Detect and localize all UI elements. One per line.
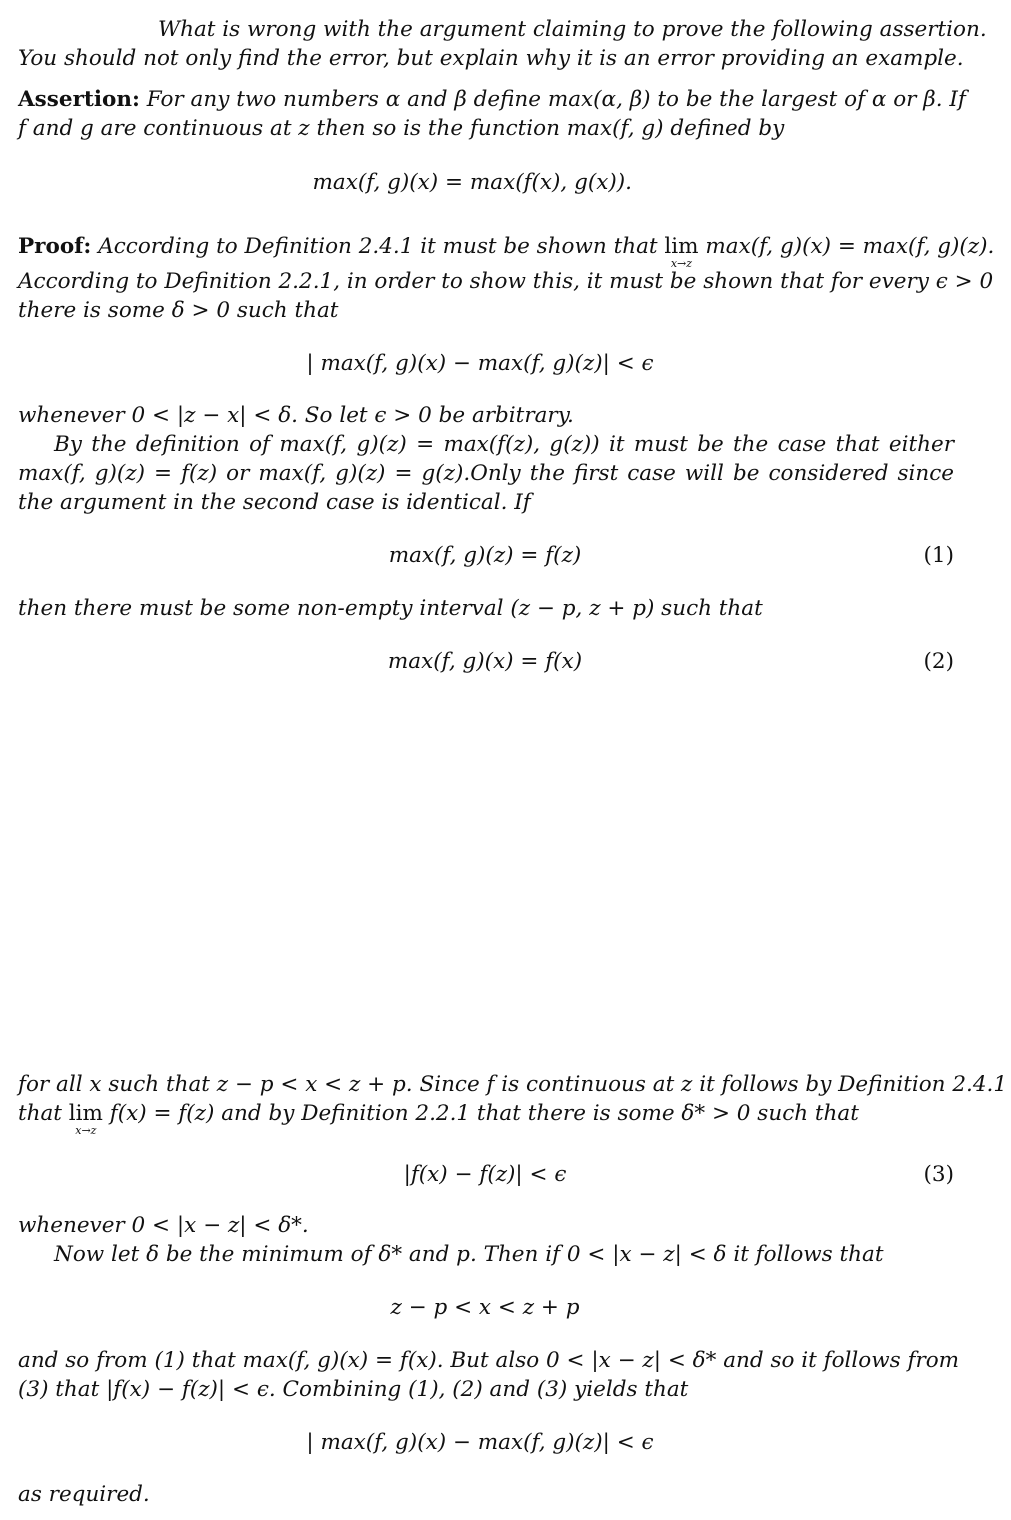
minimum-line: Now let δ be the minimum of δ* and p. Then if 0 < |x − z| < δ it follows that: [54, 1242, 884, 1267]
forall-line-2-pre: that: [18, 1101, 62, 1126]
final-inequality: | max(f, g)(x) − max(f, g)(z)| < ϵ: [306, 1430, 654, 1455]
assertion-equation: max(f, g)(x) = max(f(x), g(x)).: [312, 170, 632, 195]
interval-inequality: z − p < x < z + p: [390, 1295, 580, 1320]
closing-line: as required.: [18, 1482, 150, 1507]
conclusion-line-1: and so from (1) that max(f, g)(x) = f(x). But also 0 < |x − z| < δ* and so it follows from: [18, 1348, 960, 1373]
forall-line-1: for all x such that z − p < x < z + p. Since f is continuous at z it follows by Definition 2.4.1: [18, 1072, 1008, 1097]
equation-2-number: (2): [923, 649, 954, 674]
limit-text: lim: [664, 234, 699, 259]
definition-line-2: max(f, g)(z) = f(z) or max(f, g)(z) = g(z).Only the first case will be considered since: [18, 461, 954, 486]
assertion-label: Assertion:: [18, 87, 140, 112]
assertion-line-1: [18, 87, 966, 112]
proof-line-2: According to Definition 2.2.1, in order to show this, it must be shown that for every ϵ > 0: [18, 269, 994, 294]
intro-line-1: What is wrong with the argument claiming to prove the following assertion.: [158, 17, 987, 42]
limit-subscript: x→z: [670, 257, 693, 270]
equation-1: max(f, g)(z) = f(z): [388, 543, 582, 568]
proof-label: Proof:: [18, 234, 92, 259]
equation-1-number: (1): [923, 543, 954, 568]
whenever-delta-line: whenever 0 < |z − x| < δ. So let ϵ > 0 be arbitrary.: [18, 403, 574, 428]
proof-line-1-pre: According to Definition 2.4.1 it must be shown that: [98, 234, 658, 259]
limit-operator-2: [68, 1101, 103, 1137]
proof-line-1-post: max(f, g)(x) = max(f, g)(z).: [705, 234, 995, 259]
forall-line-2: [18, 1101, 954, 1137]
equation-3: |f(x) − f(z)| < ϵ: [403, 1162, 567, 1187]
intro-line-2: You should not only find the error, but explain why it is an error providing an example.: [18, 46, 964, 71]
whenever-delta-star-line: whenever 0 < |x − z| < δ*.: [18, 1213, 309, 1238]
interval-line: then there must be some non-empty interval (z − p, z + p) such that: [18, 596, 763, 621]
definition-line-1: By the definition of max(f, g)(z) = max(f(z), g(z)) it must be the case that either: [54, 432, 954, 457]
limit-operator: [664, 234, 699, 270]
limit-text-2: lim: [68, 1101, 103, 1126]
proof-line-3: there is some δ > 0 such that: [18, 298, 339, 323]
conclusion-line-2: (3) that |f(x) − f(z)| < ϵ. Combining (1), (2) and (3) yields that: [18, 1377, 689, 1402]
equation-2: max(f, g)(x) = f(x): [387, 649, 583, 674]
limit-subscript-2: x→z: [75, 1124, 97, 1137]
assertion-line-2: f and g are continuous at z then so is the function max(f, g) defined by: [18, 116, 785, 141]
assertion-text-1: For any two numbers α and β define max(α, β) to be the largest of α or β. If: [146, 87, 966, 112]
equation-3-number: (3): [923, 1162, 954, 1187]
forall-line-2-post: f(x) = f(z) and by Definition 2.2.1 that there is some δ* > 0 such that: [109, 1101, 859, 1126]
epsilon-inequality: | max(f, g)(x) − max(f, g)(z)| < ϵ: [306, 351, 654, 376]
proof-line-1: [18, 234, 995, 270]
definition-line-3: the argument in the second case is identical. If: [18, 490, 531, 515]
